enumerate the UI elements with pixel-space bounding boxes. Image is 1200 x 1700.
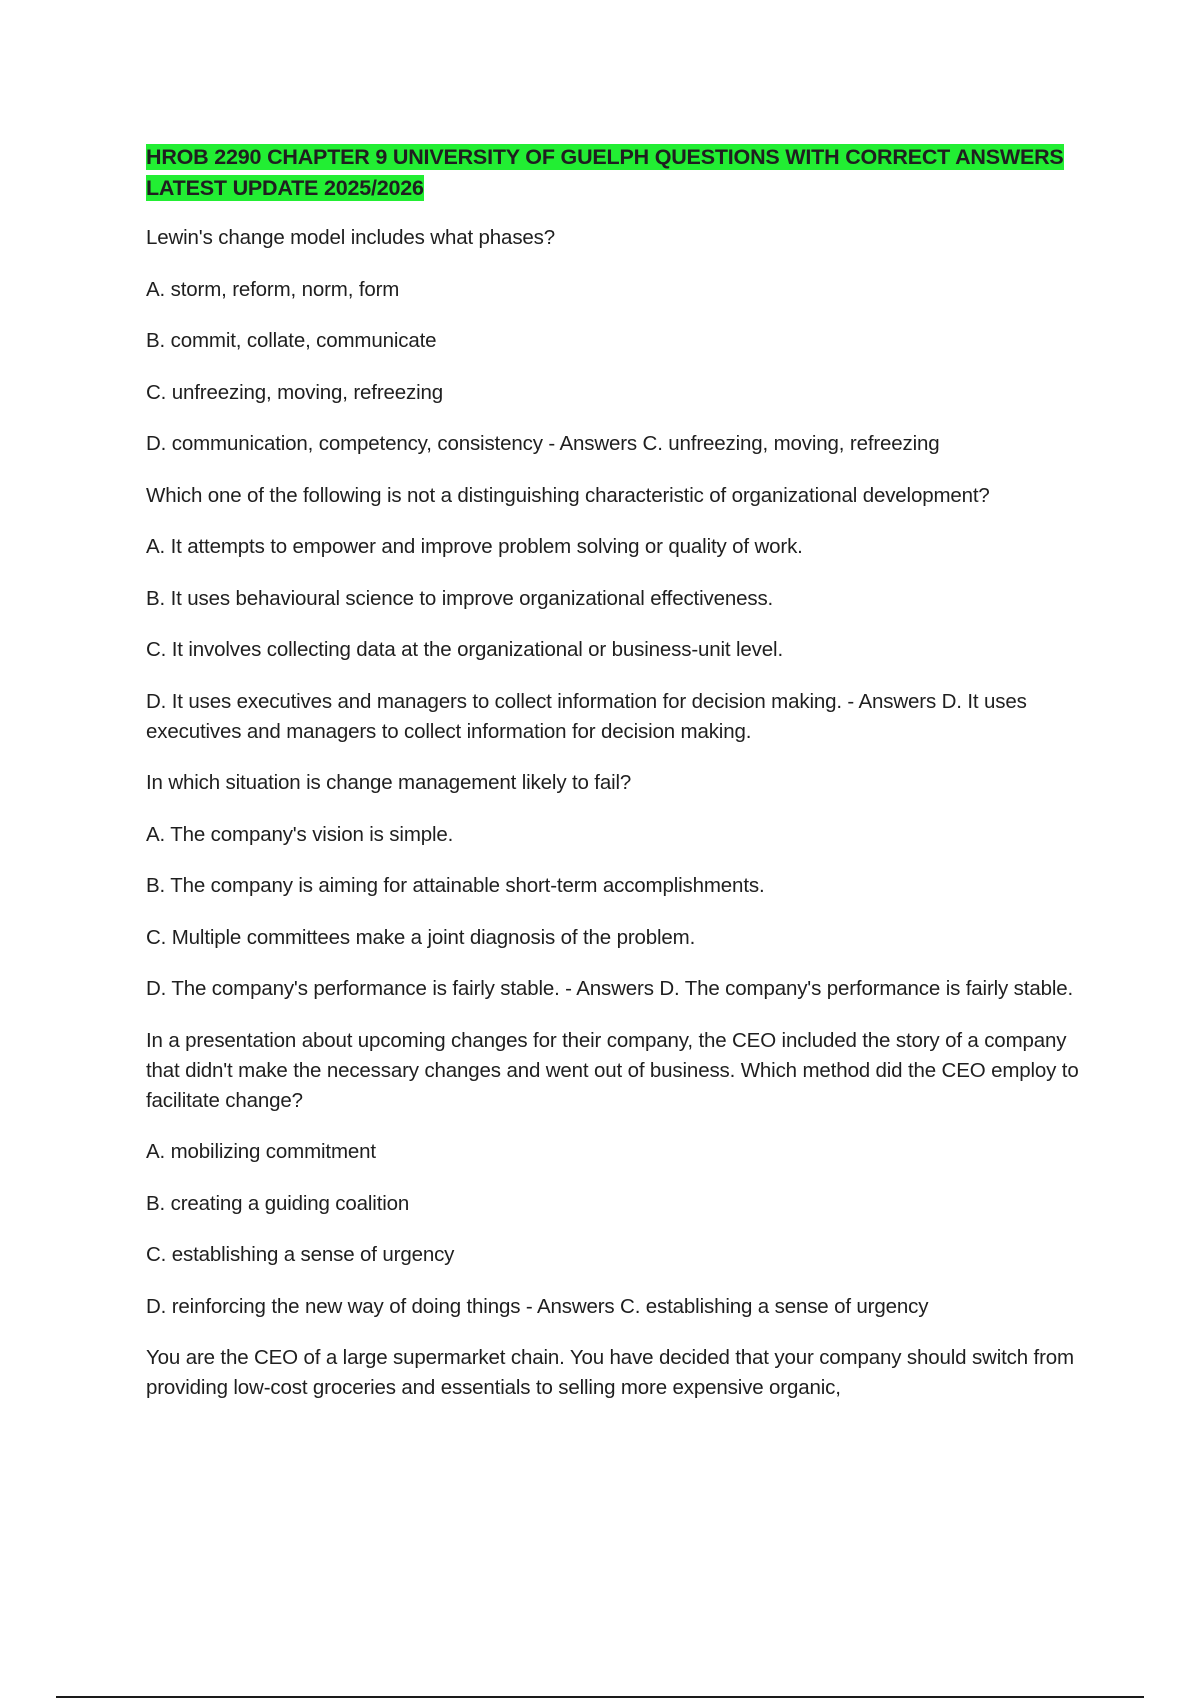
question-4-stem: In a presentation about upcoming changes for their company, the CEO included the story of a company that didn't make the necessary changes and went out of business. Which method did the CEO employ to facilitate change? xyxy=(146,1028,1079,1112)
question-4-option-b: B. creating a guiding coalition xyxy=(146,1191,410,1215)
question-3-option-d-answer: D. The company's performance is fairly stable. - Answers D. The company's performance is fairly stable. xyxy=(146,977,1074,1000)
question-2-option-a: A. It attempts to empower and improve problem solving or quality of work. xyxy=(146,535,803,558)
question-4-option-d-answer: D. reinforcing the new way of doing things - Answers C. establishing a sense of urgency xyxy=(146,1294,929,1318)
question-3-option-c: C. Multiple committees make a joint diagnosis of the problem. xyxy=(146,925,696,949)
question-2-option-c: C. It involves collecting data at the organizational or business-unit level. xyxy=(146,638,783,661)
document-title xyxy=(146,142,1096,204)
question-1-option-d-answer: D. communication, competency, consistency - Answers C. unfreezing, moving, refreezing xyxy=(146,432,940,455)
question-3-option-a: A. The company's vision is simple. xyxy=(146,822,454,846)
page-bottom-rule xyxy=(56,1696,1144,1698)
question-3-option-b: B. The company is aiming for attainable short-term accomplishments. xyxy=(146,874,765,897)
document-body xyxy=(146,142,1096,1425)
document-title-text: HROB 2290 CHAPTER 9 UNIVERSITY OF GUELPH QUESTIONS WITH CORRECT ANSWERS LATEST UPDATE 2025/2026 xyxy=(146,145,1064,200)
question-4-option-a: A. mobilizing commitment xyxy=(146,1140,376,1163)
question-1-option-c: C. unfreezing, moving, refreezing xyxy=(146,380,444,404)
question-1-option-b: B. commit, collate, communicate xyxy=(146,329,437,352)
question-2-option-b: B. It uses behavioural science to improve organizational effectiveness. xyxy=(146,586,774,610)
question-2-stem: Which one of the following is not a distinguishing characteristic of organizational development? xyxy=(146,483,990,507)
question-5-stem: You are the CEO of a large supermarket chain. You have decided that your company should switch from providing low-cost groceries and essentials to selling more expensive organic, xyxy=(146,1346,1074,1399)
question-4-option-c: C. establishing a sense of urgency xyxy=(146,1243,455,1266)
question-1-stem: Lewin's change model includes what phases? xyxy=(146,226,556,249)
question-3-stem: In which situation is change management likely to fail? xyxy=(146,771,632,794)
question-1-option-a: A. storm, reform, norm, form xyxy=(146,277,400,301)
question-2-option-d-answer: D. It uses executives and managers to collect information for decision making. - Answers D. It uses executives and managers to collect information for decision making. xyxy=(146,689,1027,743)
